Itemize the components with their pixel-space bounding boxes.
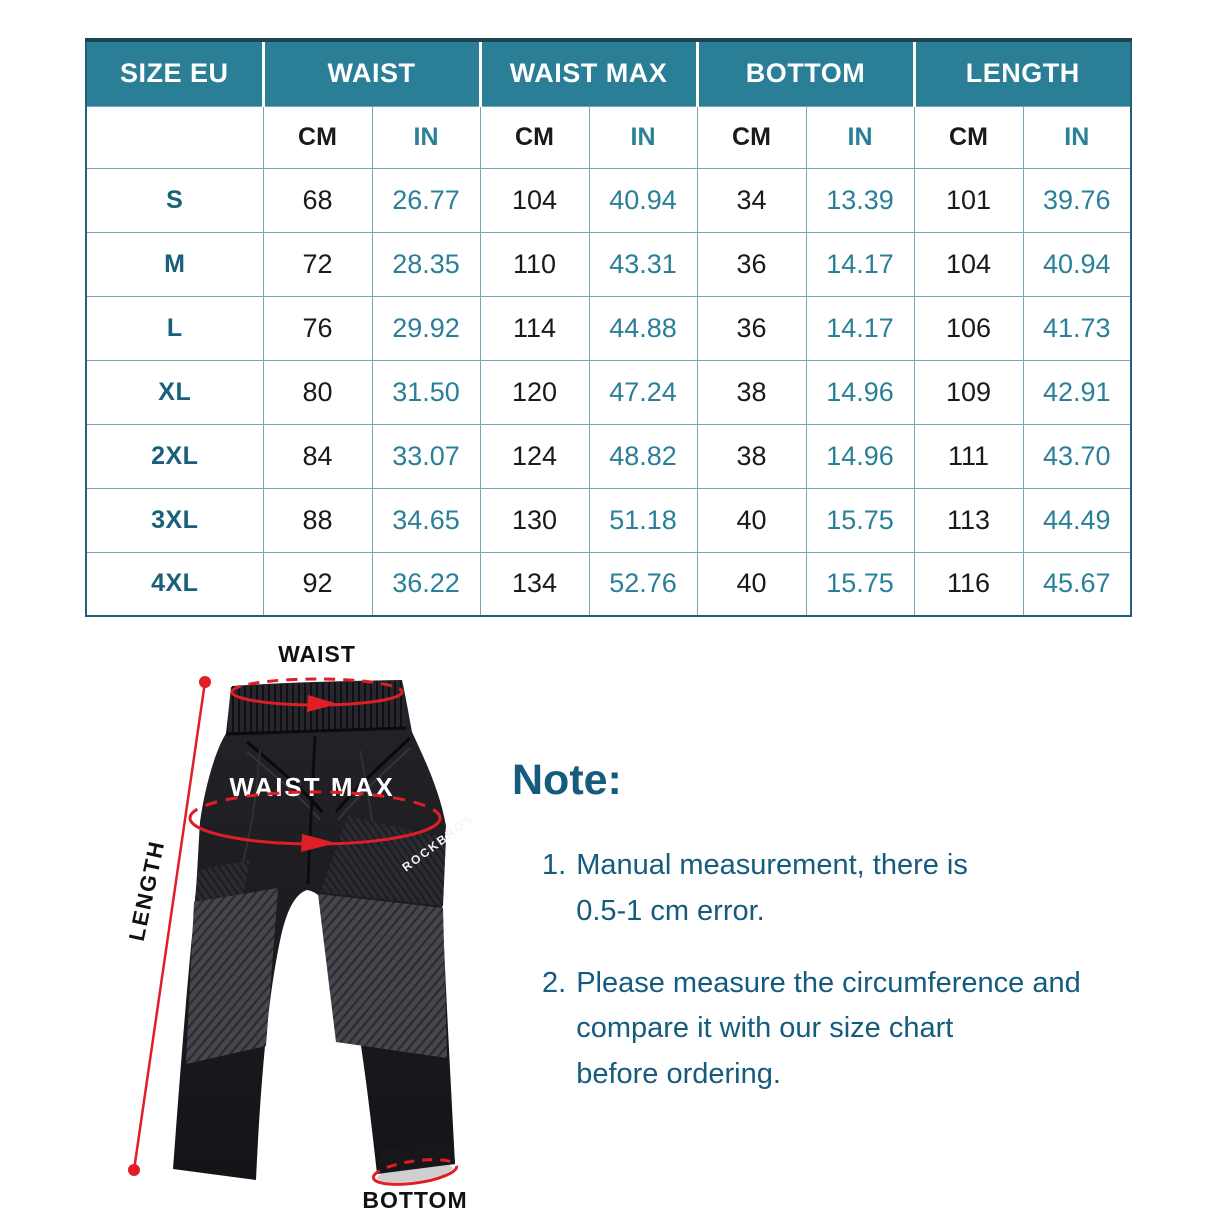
unit-cm-label: CM	[480, 106, 589, 168]
waistmax-cm-cell: 130	[480, 488, 589, 552]
waistmax-cm-cell: 110	[480, 232, 589, 296]
waist-cm-cell: 92	[263, 552, 372, 616]
waist-in-cell: 34.65	[372, 488, 480, 552]
unit-in-label: IN	[589, 106, 697, 168]
note-title: Note:	[512, 756, 622, 804]
waist-cm-cell: 88	[263, 488, 372, 552]
size-chart-table	[85, 38, 1132, 617]
bottom-in-cell: 15.75	[806, 552, 914, 616]
length-cm-cell: 106	[914, 296, 1023, 360]
size-label-cell: L	[86, 296, 263, 360]
length-in-cell: 41.73	[1023, 296, 1131, 360]
waistmax-in-cell: 51.18	[589, 488, 697, 552]
length-cm-cell: 104	[914, 232, 1023, 296]
pants-measurement-diagram	[110, 640, 510, 1214]
col-header-size-eu: SIZE EU	[86, 40, 263, 106]
length-cm-cell: 111	[914, 424, 1023, 488]
waist-cm-cell: 76	[263, 296, 372, 360]
table-row	[86, 552, 1131, 616]
bottom-in-cell: 15.75	[806, 488, 914, 552]
waist-in-cell: 29.92	[372, 296, 480, 360]
waistmax-in-cell: 47.24	[589, 360, 697, 424]
waist-in-cell: 31.50	[372, 360, 480, 424]
col-header-waist: WAIST	[263, 40, 480, 106]
note-item-number: 2.	[542, 966, 567, 999]
unit-row	[86, 106, 1131, 168]
size-label-cell: M	[86, 232, 263, 296]
waistmax-in-cell: 40.94	[589, 168, 697, 232]
brand-logo: ROCKBROS	[399, 811, 477, 875]
bottom-cm-cell: 40	[697, 552, 806, 616]
note-item	[512, 961, 1180, 1098]
length-cm-cell: 109	[914, 360, 1023, 424]
table-row	[86, 424, 1131, 488]
size-label-cell: S	[86, 168, 263, 232]
length-cm-cell: 101	[914, 168, 1023, 232]
unit-cm-label: CM	[914, 106, 1023, 168]
waist-in-cell: 28.35	[372, 232, 480, 296]
length-in-cell: 40.94	[1023, 232, 1131, 296]
note-item	[512, 843, 1180, 935]
unit-in-label: IN	[1023, 106, 1131, 168]
waist-cm-cell: 80	[263, 360, 372, 424]
waistmax-in-cell: 44.88	[589, 296, 697, 360]
note-item-number: 1.	[542, 849, 567, 881]
bottom-label: BOTTOM	[362, 1187, 468, 1213]
waist-in-cell: 26.77	[372, 168, 480, 232]
note-item-text: Please measure the circumference and compare it with our size chart before ordering.	[576, 966, 1081, 1091]
note-item-text: Manual measurement, there is 0.5-1 cm error.	[576, 849, 968, 927]
unit-in-label: IN	[372, 106, 480, 168]
unit-in-label: IN	[806, 106, 914, 168]
waist-label: WAIST	[278, 641, 356, 667]
waistmax-cm-cell: 134	[480, 552, 589, 616]
length-in-cell: 45.67	[1023, 552, 1131, 616]
bottom-cm-cell: 34	[697, 168, 806, 232]
bottom-in-cell: 13.39	[806, 168, 914, 232]
waistmax-in-cell: 48.82	[589, 424, 697, 488]
waist-cm-cell: 72	[263, 232, 372, 296]
length-cm-cell: 113	[914, 488, 1023, 552]
unit-empty-cell	[86, 106, 263, 168]
unit-cm-label: CM	[263, 106, 372, 168]
header-row	[86, 40, 1131, 106]
waist-cm-cell: 68	[263, 168, 372, 232]
waistmax-cm-cell: 120	[480, 360, 589, 424]
waistmax-cm-cell: 104	[480, 168, 589, 232]
length-in-cell: 44.49	[1023, 488, 1131, 552]
table-row	[86, 488, 1131, 552]
bottom-in-cell: 14.17	[806, 232, 914, 296]
table-row	[86, 296, 1131, 360]
pants-illustration	[173, 680, 477, 1186]
bottom-in-cell: 14.96	[806, 360, 914, 424]
size-label-cell: 2XL	[86, 424, 263, 488]
bottom-cm-cell: 36	[697, 296, 806, 360]
bottom-in-cell: 14.96	[806, 424, 914, 488]
waistmax-in-cell: 43.31	[589, 232, 697, 296]
table-row	[86, 360, 1131, 424]
bottom-cm-cell: 40	[697, 488, 806, 552]
waist-max-label: WAIST MAX	[229, 772, 395, 802]
bottom-cm-cell: 36	[697, 232, 806, 296]
col-header-waist-max: WAIST MAX	[480, 40, 697, 106]
knee-panel-right	[318, 894, 447, 1058]
waist-in-cell: 33.07	[372, 424, 480, 488]
col-header-length: LENGTH	[914, 40, 1131, 106]
waistmax-cm-cell: 114	[480, 296, 589, 360]
size-label-cell: 4XL	[86, 552, 263, 616]
table-row	[86, 232, 1131, 296]
note-section	[512, 756, 1180, 1124]
length-label: LENGTH	[123, 837, 170, 944]
size-label-cell: 3XL	[86, 488, 263, 552]
knee-panel-left	[186, 888, 278, 1064]
bottom-cm-cell: 38	[697, 424, 806, 488]
size-label-cell: XL	[86, 360, 263, 424]
table-row	[86, 168, 1131, 232]
waist-in-cell: 36.22	[372, 552, 480, 616]
length-in-cell: 39.76	[1023, 168, 1131, 232]
length-cm-cell: 116	[914, 552, 1023, 616]
bottom-cm-cell: 38	[697, 360, 806, 424]
waist-cm-cell: 84	[263, 424, 372, 488]
length-in-cell: 42.91	[1023, 360, 1131, 424]
col-header-bottom: BOTTOM	[697, 40, 914, 106]
bottom-in-cell: 14.17	[806, 296, 914, 360]
waistmax-cm-cell: 124	[480, 424, 589, 488]
length-in-cell: 43.70	[1023, 424, 1131, 488]
unit-cm-label: CM	[697, 106, 806, 168]
waistmax-in-cell: 52.76	[589, 552, 697, 616]
